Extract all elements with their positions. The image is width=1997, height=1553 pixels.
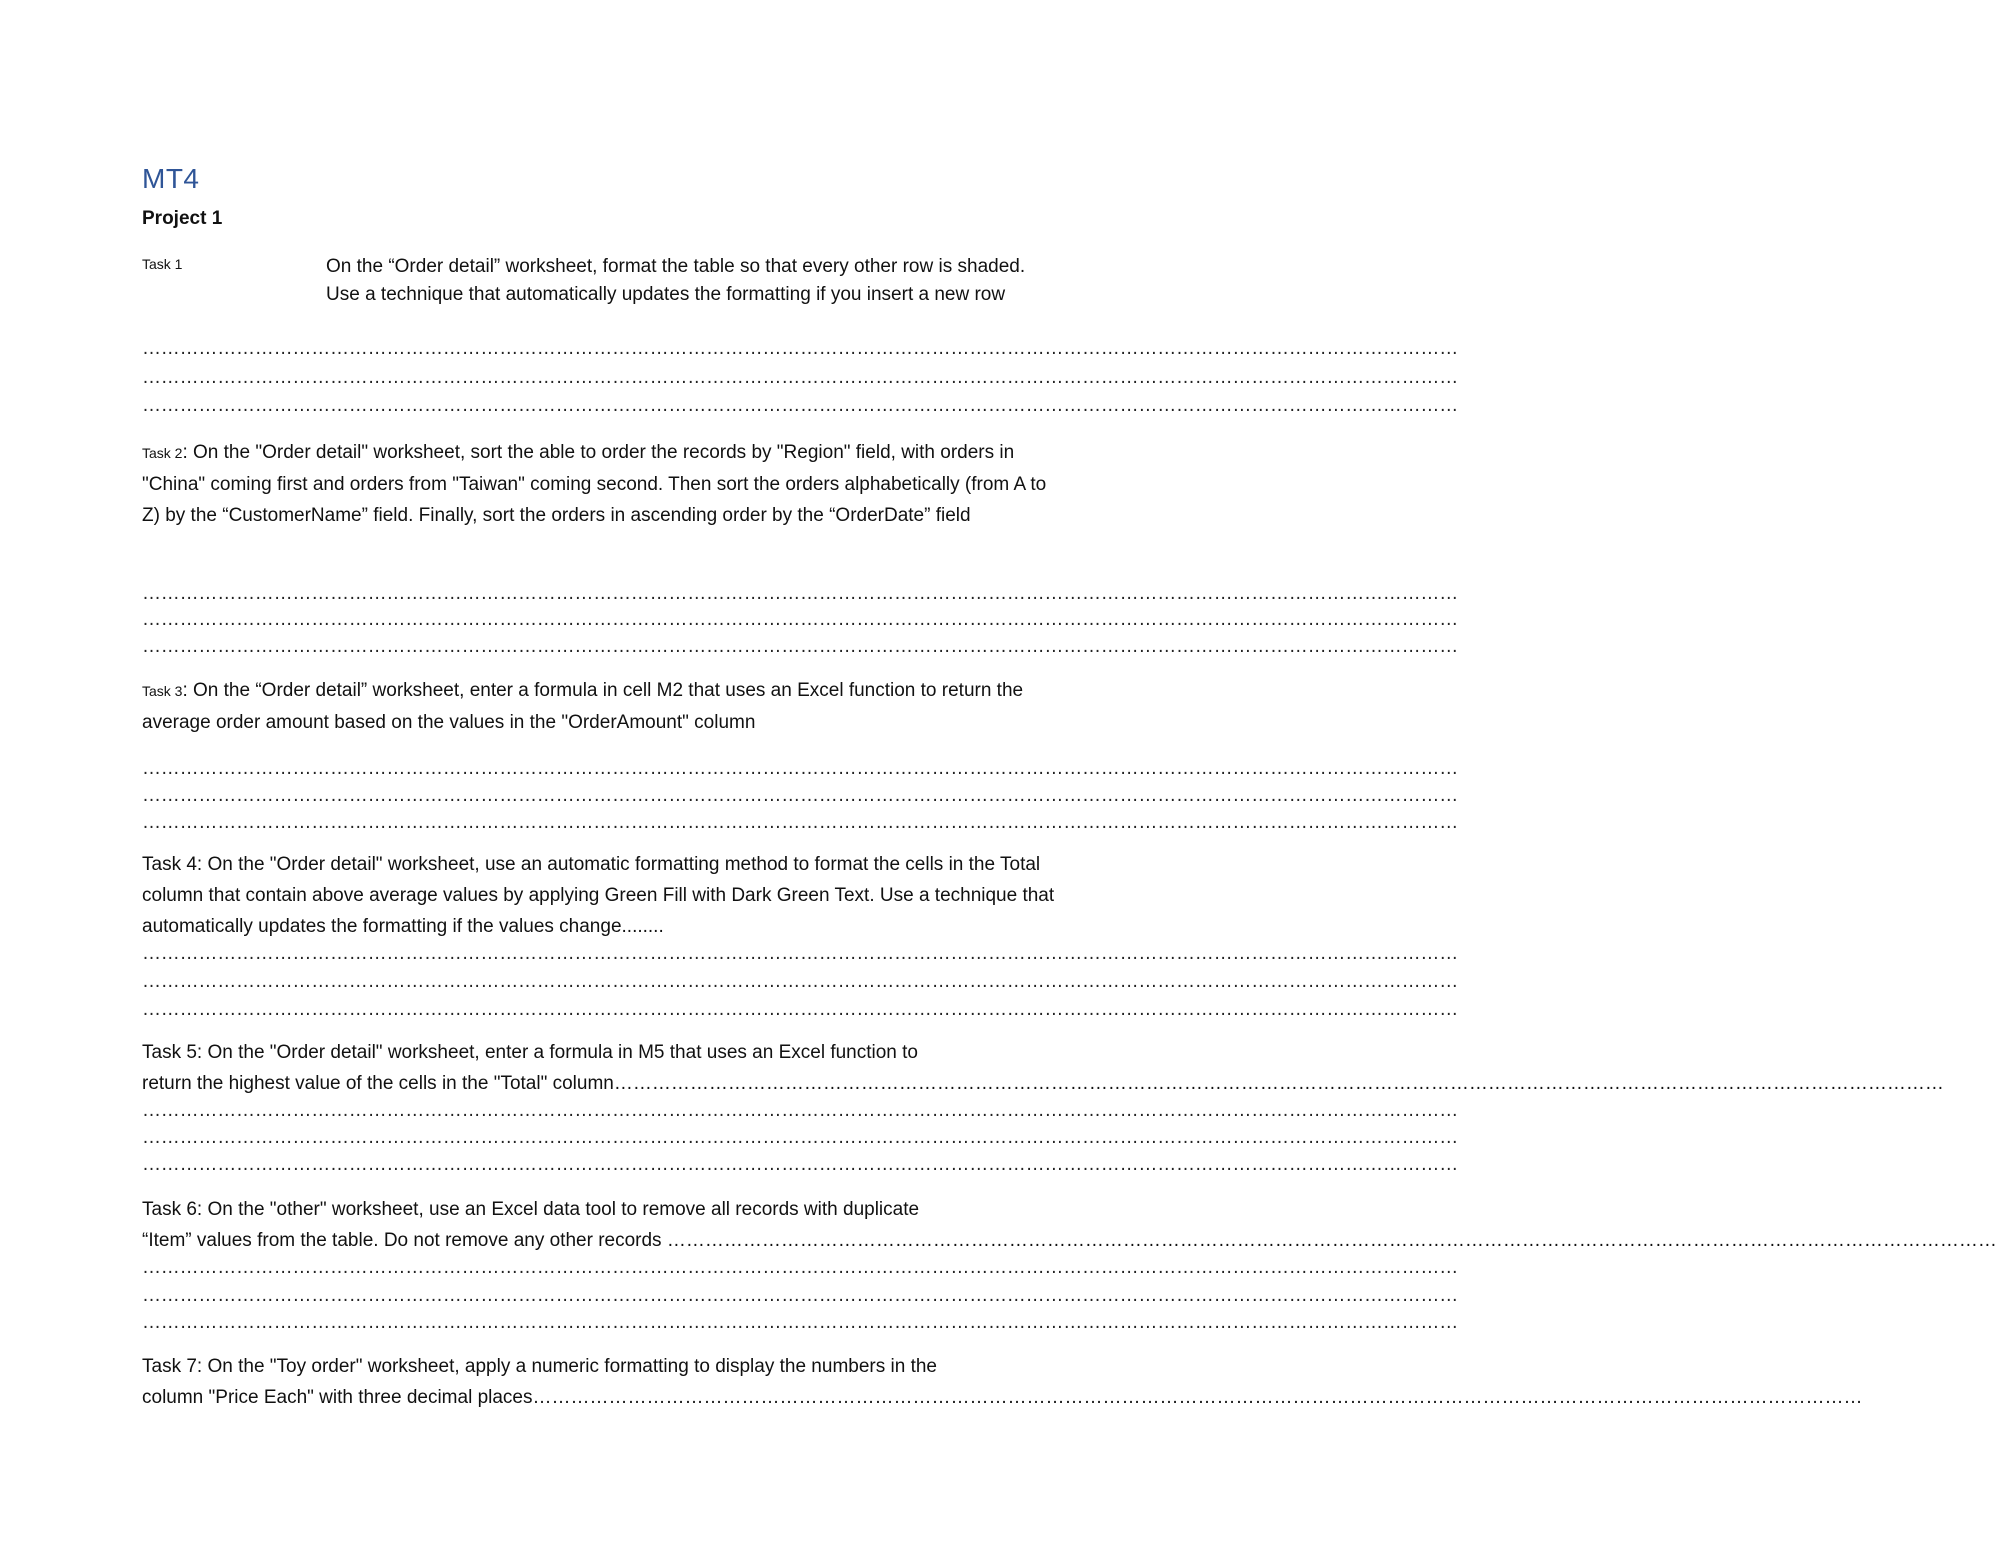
answer-line: ………………………………………………………………………………………………………………………………………………………………………………………… [142,636,1459,657]
answer-line: ………………………………………………………………………………………………………………………………………………………………………………………… [142,1285,1459,1306]
task-5-line-1: Task 5: On the "Order detail" worksheet, enter a formula in M5 that uses an Excel function to [142,1042,918,1063]
task-3-label: Task 3 [142,683,183,699]
task-5 [142,1037,1944,1099]
answer-leader: ………………………………………………………………………………………………………………………………………………………………………………………… [532,1387,1863,1408]
answer-line: ………………………………………………………………………………………………………………………………………………………………………………………… [142,812,1459,833]
task-5-line-2: return the highest value of the cells in the "Total" column………………………………………………………………………………………………………………………………………………………………………………………… [142,1073,1944,1094]
task-2-label: Task 2 [142,445,183,461]
task-1-text: On the “Order detail” worksheet, format the table so that every other row is shaded. Use a technique that automatically updates the formatting if you insert a new row [326,256,1026,305]
project-heading: Project 1 [142,208,223,229]
task-6-line-1: Task 6: On the "other" worksheet, use an Excel data tool to remove all records with duplicate [142,1199,920,1220]
answer-line: ………………………………………………………………………………………………………………………………………………………………………………………… [142,583,1459,604]
answer-line: ………………………………………………………………………………………………………………………………………………………………………………………… [142,1312,1459,1333]
task-7-line-2: column "Price Each" with three decimal places………………………………………………………………………………………………………………………………………………………………………………………… [142,1387,1863,1408]
answer-line: ………………………………………………………………………………………………………………………………………………………………………………………… [142,758,1459,779]
task-3 [142,675,1058,738]
answer-leader: ………………………………………………………………………………………………………………………………………………………………………………………… [613,1073,1944,1094]
task-2 [142,437,1058,531]
answer-line: ………………………………………………………………………………………………………………………………………………………………………………………… [142,1127,1459,1148]
task-4-text: Task 4: On the "Order detail" worksheet, use an automatic formatting method to format the cells in the Total column that contain above average values by applying Green Fill with Dark Green Text. Use a technique that automatically updates the formatting if the values change........ [142,854,1055,937]
task-6 [142,1194,1997,1256]
answer-leader: ………………………………………………………………………………………………………………………………………………………………………………………… [666,1230,1997,1251]
answer-line: ………………………………………………………………………………………………………………………………………………………………………………………… [142,1154,1459,1175]
answer-line: ………………………………………………………………………………………………………………………………………………………………………………………… [142,338,1459,359]
answer-line: ………………………………………………………………………………………………………………………………………………………………………………………… [142,1257,1459,1278]
task-1-label: Task 1 [142,256,183,272]
task-3-text: : On the “Order detail” worksheet, enter a formula in cell M2 that uses an Excel function to return the average order amount based on the values in the "OrderAmount" column [142,680,1024,733]
document-title: MT4 [142,163,200,194]
answer-line: ………………………………………………………………………………………………………………………………………………………………………………………… [142,1100,1459,1121]
answer-line: ………………………………………………………………………………………………………………………………………………………………………………………… [142,943,1459,964]
answer-line: ………………………………………………………………………………………………………………………………………………………………………………………… [142,395,1459,416]
task-2-text: : On the "Order detail" worksheet, sort the able to order the records by "Region" field, with orders in "China" coming first and orders from "Taiwan" coming second. Then sort the orders alphabetically (from A to Z) by the “CustomerName” field. Finally, sort the orders in ascending order by the “OrderDate” field [142,442,1047,526]
task-7-line-1: Task 7: On the "Toy order" worksheet, apply a numeric formatting to display the numbers in the [142,1356,937,1377]
answer-line: ………………………………………………………………………………………………………………………………………………………………………………………… [142,999,1459,1020]
task-6-line-2: “Item” values from the table. Do not remove any other records ………………………………………………………………………………………………………………………………………………………………………………………… [142,1230,1997,1251]
task-7 [142,1351,1863,1413]
answer-line: ………………………………………………………………………………………………………………………………………………………………………………………… [142,367,1459,388]
answer-line: ………………………………………………………………………………………………………………………………………………………………………………………… [142,971,1459,992]
answer-line: ………………………………………………………………………………………………………………………………………………………………………………………… [142,609,1459,630]
answer-line: ………………………………………………………………………………………………………………………………………………………………………………………… [142,785,1459,806]
